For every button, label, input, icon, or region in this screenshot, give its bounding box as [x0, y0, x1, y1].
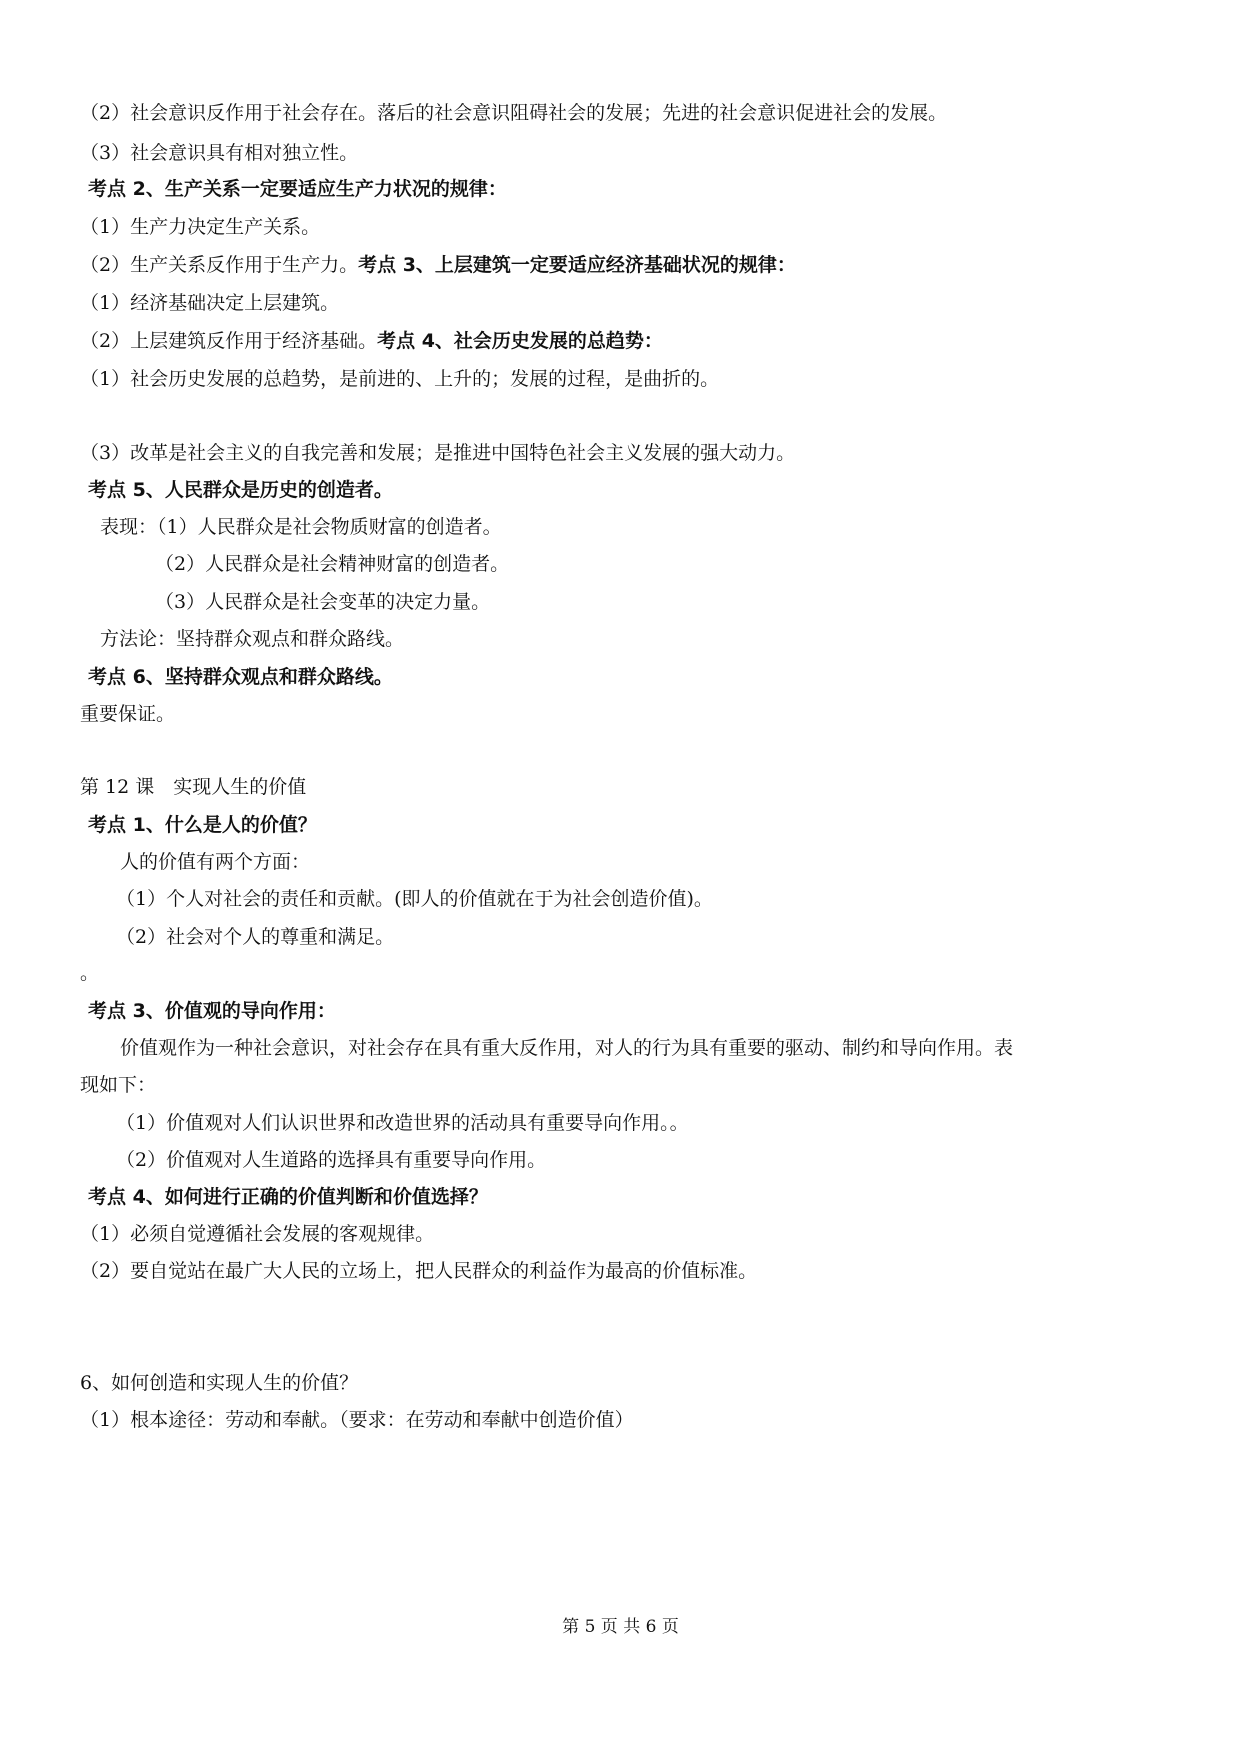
- text-line: （2）价值观对人生道路的选择具有重要导向作用。: [116, 1149, 547, 1171]
- text-line: （1）社会历史发展的总趋势，是前进的、上升的；发展的过程，是曲折的。: [80, 368, 720, 390]
- text-segment: （2）上层建筑反作用于经济基础。: [80, 330, 378, 352]
- section-heading: 考点 6、坚持群众观点和群众路线。: [88, 666, 393, 688]
- text-line: （2）要自觉站在最广大人民的立场上，把人民群众的利益作为最高的价值标准。: [80, 1260, 758, 1282]
- text-line: 人的价值有两个方面：: [120, 851, 311, 873]
- text-line: 现如下：: [80, 1074, 157, 1096]
- section-heading: 考点 4、如何进行正确的价值判断和价值选择？: [88, 1186, 488, 1208]
- text-line: （3）人民群众是社会变革的决定力量。: [155, 591, 491, 613]
- lesson-title: 第 12 课 实现人生的价值: [80, 776, 307, 798]
- text-line: 。: [80, 962, 100, 984]
- section-heading: 考点 2、生产关系一定要适应生产力状况的规律：: [88, 178, 507, 200]
- section-heading: 考点 3、上层建筑一定要适应经济基础状况的规律：: [358, 254, 796, 276]
- text-line: （1）生产力决定生产关系。: [80, 216, 321, 238]
- text-line: （1）价值观对人们认识世界和改造世界的活动具有重要导向作用。。: [116, 1112, 689, 1134]
- text-line: （2）社会意识反作用于社会存在。落后的社会意识阻碍社会的发展；先进的社会意识促进社会的发展。: [80, 102, 948, 124]
- section-heading: 考点 3、价值观的导向作用：: [88, 1000, 336, 1022]
- text-line: （1）经济基础决定上层建筑。: [80, 292, 340, 314]
- text-line: [80, 328, 663, 354]
- section-heading: 考点 1、什么是人的价值？: [88, 814, 317, 836]
- text-line: （2）社会对个人的尊重和满足。: [116, 926, 395, 948]
- text-line: （1）根本途径：劳动和奉献。（要求：在劳动和奉献中创造价值）: [80, 1409, 634, 1431]
- page-footer: 第 5 页 共 6 页: [562, 1617, 679, 1637]
- section-heading: 考点 5、人民群众是历史的创造者。: [88, 479, 393, 501]
- text-line: [80, 252, 796, 278]
- text-line: 6、如何创造和实现人生的价值？: [80, 1372, 359, 1394]
- text-line: 方法论：坚持群众观点和群众路线。: [100, 628, 405, 650]
- text-line: 表现：（1）人民群众是社会物质财富的创造者。: [100, 516, 502, 538]
- text-line: 重要保证。: [80, 703, 176, 725]
- text-line: （1）个人对社会的责任和贡献。(即人的价值就在于为社会创造价值)。: [116, 888, 713, 910]
- text-line: （2）人民群众是社会精神财富的创造者。: [155, 553, 510, 575]
- text-segment: （2）生产关系反作用于生产力。: [80, 254, 359, 276]
- text-line: （3）社会意识具有相对独立性。: [80, 142, 359, 164]
- text-line: 价值观作为一种社会意识，对社会存在具有重大反作用，对人的行为具有重要的驱动、制约和导向作用。表: [120, 1037, 1014, 1059]
- text-line: （3）改革是社会主义的自我完善和发展；是推进中国特色社会主义发展的强大动力。: [80, 442, 796, 464]
- section-heading: 考点 4、社会历史发展的总趋势：: [377, 330, 663, 352]
- text-line: （1）必须自觉遵循社会发展的客观规律。: [80, 1223, 435, 1245]
